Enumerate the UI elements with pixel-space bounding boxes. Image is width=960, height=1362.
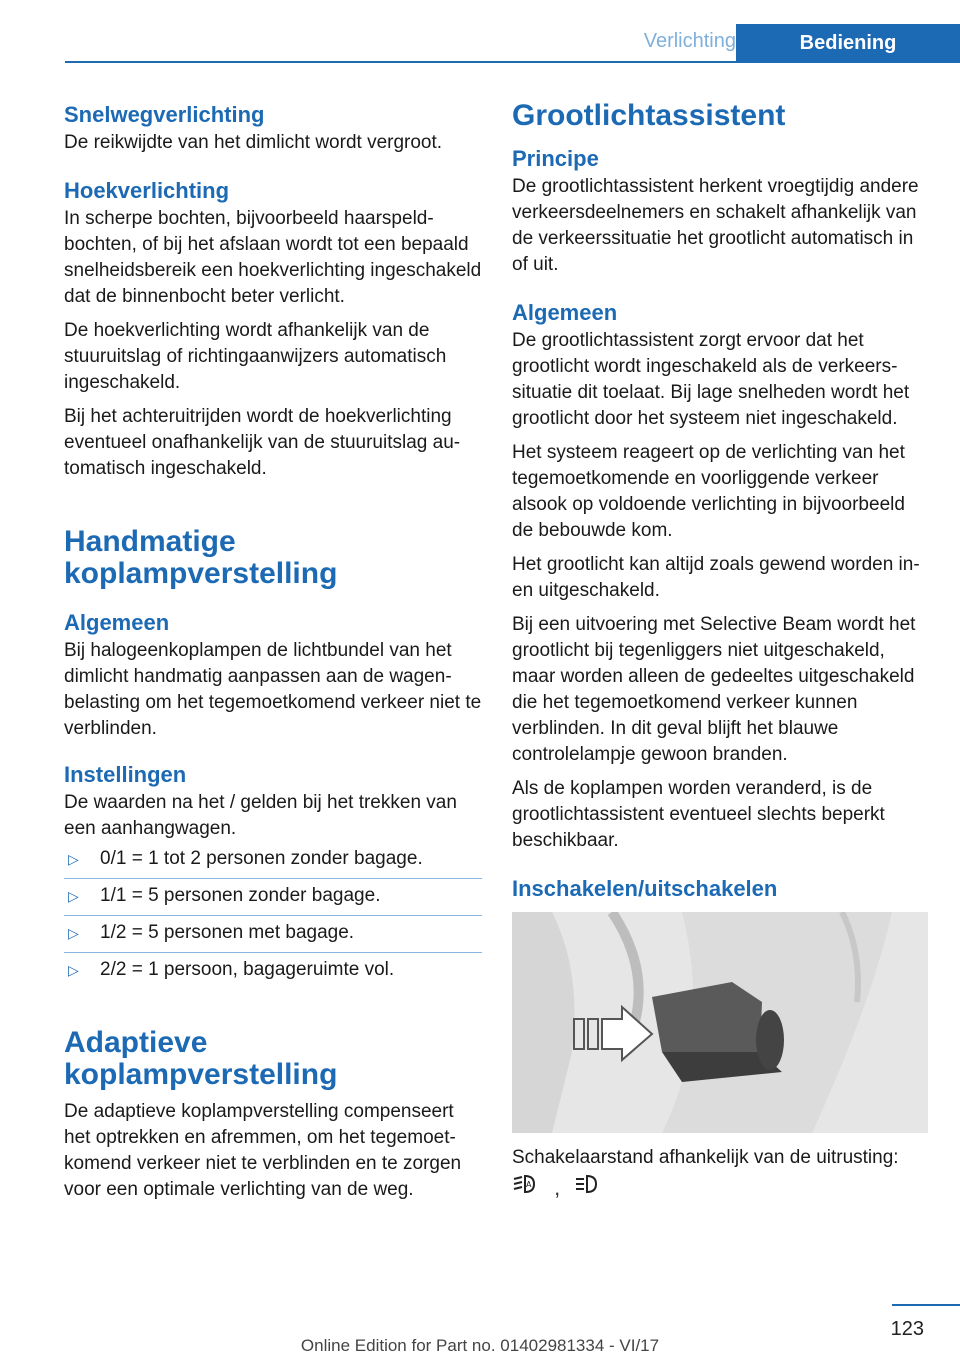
caption-schakelaarstand: Schakelaarstand afhankelijk van de uitrusting:	[512, 1147, 899, 1168]
heading-handmatige-2: koplampverstelling	[64, 557, 338, 590]
header-section-verlichting: Verlichting	[643, 30, 736, 52]
triangle-bullet-icon: ▷	[68, 851, 79, 867]
triangle-bullet-icon: ▷	[68, 925, 79, 941]
heading-inschakelen: Inschakelen/uitschakelen	[512, 876, 778, 901]
text-algemeen-right-5: Als de koplampen worden veranderd, is de grootlichtassistent eventueel slechts beperkt beschikbaar.	[512, 778, 885, 851]
heading-algemeen-left: Algemeen	[64, 610, 170, 635]
high-beam-icon-b	[574, 1175, 602, 1200]
edition-footer: Online Edition for Part no. 01402981334 - VI/17	[300, 1336, 660, 1355]
text-hoek-3: Bij het achteruitrijden wordt de hoekverlichting eventueel onafhankelijk van de stuuruitslag automatisch ingeschakeld.	[64, 406, 461, 479]
text-algemeen-right-4: Bij een uitvoering met Selective Beam wordt het grootlicht bij tegenliggers niet uitgeschakeld, maar worden alleen de gedeeltes uitgeschakeld die het tegemoetkomend verkeer kunnen verblinden. In dit geval blijft het blauwe controlelampje gewoon branden.	[512, 614, 916, 765]
text-instellingen: De waarden na het / gelden bij het trekken van een aanhangwagen.	[64, 792, 457, 839]
heading-adaptieve-1: Adaptieve	[64, 1026, 208, 1059]
triangle-bullet-icon: ▷	[68, 888, 79, 904]
heading-adaptieve-2: koplampverstelling	[64, 1058, 338, 1091]
text-snelweg: De reikwijdte van het dimlicht wordt vergroot.	[64, 132, 443, 153]
page-header	[0, 0, 960, 62]
icon-separator: ,	[554, 1175, 561, 1200]
heading-principe: Principe	[512, 146, 599, 171]
footer-rule	[892, 1304, 960, 1306]
settings-list	[64, 846, 482, 989]
header-tab-bediening: Bediening	[736, 24, 960, 62]
text-principe: De grootlichtassistent herkent vroegtijdig andere verkeersdeelnemers en schakelt afhankelijk van de verkeerssituatie het grootlicht automatisch in of uit.	[512, 176, 919, 275]
steering-column-lever-image	[512, 912, 928, 1133]
right-column	[512, 100, 928, 1201]
symbol-row	[512, 1173, 928, 1201]
text-algemeen-right-2: Het systeem reageert op de verlichting van het tegemoetkomende en voorliggende verkeer alsook op voldoende verlichting in bijvoorbeeld de bebouwde kom.	[512, 442, 905, 541]
heading-algemeen-right: Algemeen	[512, 300, 618, 325]
heading-snelwegverlichting: Snelwegverlichting	[64, 102, 265, 127]
heading-grootlichtassistent: Grootlichtassistent	[512, 99, 786, 132]
list-item: ▷ 2/2 = 1 persoon, bagageruimte vol.	[64, 957, 482, 989]
text-hoek-2: De hoekverlichting wordt afhankelijk van de stuuruitslag of richtingaanwijzers automatisch ingeschakeld.	[64, 320, 447, 393]
left-column	[64, 100, 482, 1211]
text-hoek-1: In scherpe bochten, bijvoorbeeld haarspeldbochten, of bij het afslaan wordt tot een bepaald snelheidsbereik een hoekverlichting ingeschakeld dat de binnenbocht beter verlicht.	[64, 208, 482, 307]
text-algemeen-right-1: De grootlichtassistent zorgt ervoor dat het grootlicht wordt ingeschakeld als de verkeerssituatie dit toelaat. Bij lage snelheden wordt het grootlicht door het systeem niet ingeschakeld.	[512, 330, 910, 429]
header-rule	[65, 61, 960, 63]
list-item: ▷ 1/2 = 5 personen met bagage.	[64, 920, 482, 953]
heading-instellingen: Instellingen	[64, 762, 187, 787]
triangle-bullet-icon: ▷	[68, 962, 79, 978]
text-algemeen-right-3: Het grootlicht kan altijd zoals gewend worden in- en uitgeschakeld.	[512, 554, 920, 601]
text-algemeen-left: Bij halogeenkoplampen de lichtbundel van het dimlicht handmatig aanpassen aan de wagenbelasting om het tegemoetkomend verkeer niet te verblinden.	[64, 640, 482, 739]
text-adaptief: De adaptieve koplampverstelling compenseert het optrekken en afremmen, om het tegemoetkomend verkeer niet te verblinden en te zorgen voor een optimale verlichting van de weg.	[64, 1101, 462, 1200]
svg-text:A: A	[526, 1180, 532, 1189]
heading-hoekverlichting: Hoekverlichting	[64, 178, 230, 203]
heading-handmatige-1: Handmatige	[64, 525, 236, 558]
page-number: 123	[890, 1318, 924, 1340]
lever-illustration	[512, 912, 928, 1133]
high-beam-assist-icon-a	[512, 1175, 546, 1200]
list-item: ▷ 1/1 = 5 personen zonder bagage.	[64, 883, 482, 916]
list-item: ▷ 0/1 = 1 tot 2 personen zonder bagage.	[64, 846, 482, 879]
